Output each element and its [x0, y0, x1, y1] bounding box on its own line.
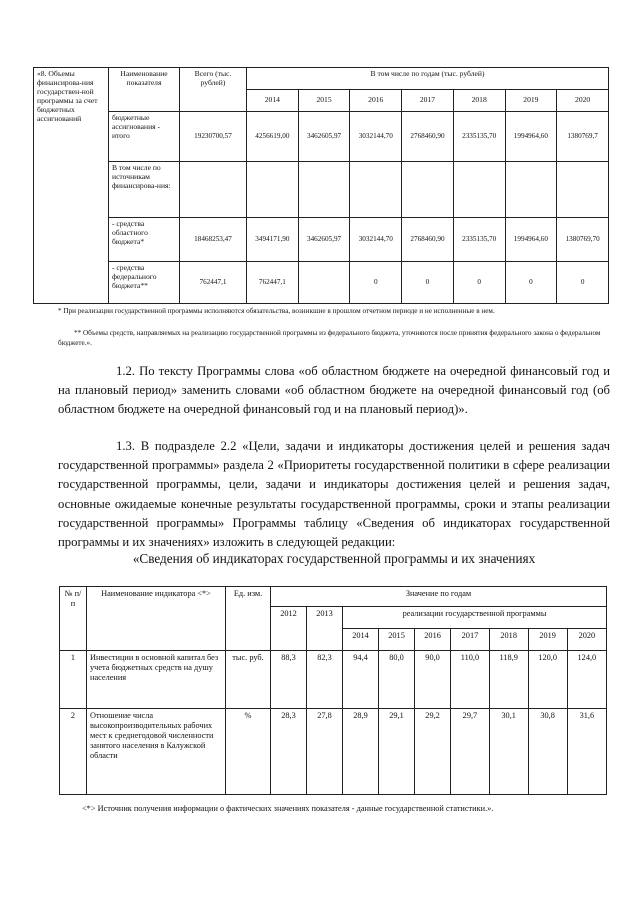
row-name: Инвестиции в основной капитал без учета бюджетных средств на душу населения — [87, 651, 226, 709]
year-header: 2017 — [451, 629, 490, 651]
year-header: 2019 — [505, 90, 557, 112]
financing-row-title: «8. Объемы финансирова-ния государствен-ной программы за счет бюджетных ассигнований — [34, 68, 109, 304]
cell-value: 30,8 — [528, 709, 567, 795]
year-header: 2017 — [402, 90, 454, 112]
row-label: В том числе по источникам финансирова-ния: — [109, 162, 180, 218]
cell-value: 3462605,97 — [298, 112, 350, 162]
cell-value: 2335135,70 — [453, 112, 505, 162]
col-indicator-header: Наименование показателя — [109, 68, 180, 112]
row-total: 18468253,47 — [180, 218, 247, 262]
table-row — [60, 651, 607, 709]
row-unit: % — [226, 709, 271, 795]
year-header: 2014 — [343, 629, 379, 651]
year-header: 2015 — [379, 629, 415, 651]
year-header: 2015 — [298, 90, 350, 112]
year-header: 2014 — [247, 90, 299, 112]
indicators-table-title: «Сведения об индикаторах государственной программы и их значениях — [132, 551, 536, 566]
cell-value: 90,0 — [415, 651, 451, 709]
cell-value: 1994964,60 — [505, 112, 557, 162]
cell-value: 0 — [453, 262, 505, 304]
cell-value: 0 — [402, 262, 454, 304]
row-unit: тыс. руб. — [226, 651, 271, 709]
col-years-header: В том числе по годам (тыс. рублей) — [247, 68, 609, 90]
table-row — [34, 218, 609, 262]
cell-value: 80,0 — [379, 651, 415, 709]
financing-footnote-2: ** Объемы средств, направляемых на реализацию государственной программы из федерального бюджета, уточняются после принятия федерального закона о федеральном бюджете.». — [58, 329, 601, 348]
cell-value: 4256619,00 — [247, 112, 299, 162]
year-header: 2016 — [350, 90, 402, 112]
financing-table — [33, 67, 609, 304]
cell-value: 120,0 — [528, 651, 567, 709]
cell-value: 29,1 — [379, 709, 415, 795]
row-label: бюджетные ассигнования - итого — [109, 112, 180, 162]
table-row — [34, 162, 609, 218]
cell-value: 28,3 — [271, 709, 307, 795]
financing-footnote-1: * При реализации государственной программы исполняются обязательства, возникшие в прошлом отчетном периоде и не исполненные в нем. — [58, 307, 495, 315]
cell-value: 30,1 — [489, 709, 528, 795]
col-unit-header: Ед. изм. — [226, 587, 271, 651]
row-name: Отношение числа высокопроизводительных рабочих мест к среднегодовой численности занятого населения в Калужской области — [87, 709, 226, 795]
cell-value: 27,8 — [307, 709, 343, 795]
row-total: 762447,1 — [180, 262, 247, 304]
cell-value: 3462605,97 — [298, 218, 350, 262]
paragraph-1-2: 1.2. По тексту Программы слова «об областном бюджете на очередной финансовый год и на плановый период» заменить словами «об областном бюджете на очередной финансовый год (об областном бюджете на очередной финансовый год и на плановый период)». — [58, 364, 610, 417]
cell-value: 3494171,90 — [247, 218, 299, 262]
col-realization-header: реализации государственной программы — [343, 607, 607, 629]
cell-value: 0 — [505, 262, 557, 304]
cell-value: 0 — [557, 262, 609, 304]
paragraph-1-3: 1.3. В подразделе 2.2 «Цели, задачи и индикаторы достижения целей и решения задач государственной программы» раздела 2 «Приоритеты государственной политики в сфере реализации государственной программы, цели, задачи и индикаторы достижения целей и решения задач, основные ожидаемые конечные результаты государственной программы, сроки и этапы реализации государственной программы» Программы таблицу «Сведения об индикаторах государственной программы и их значениях» изложить в следующей редакции: — [58, 439, 610, 550]
cell-value: 110,0 — [451, 651, 490, 709]
row-label: - средства областного бюджета* — [109, 218, 180, 262]
table-row — [34, 262, 609, 304]
cell-value: 2335135,70 — [453, 218, 505, 262]
row-num: 2 — [60, 709, 87, 795]
year-header: 2018 — [489, 629, 528, 651]
year-header: 2018 — [453, 90, 505, 112]
cell-value: 3032144,70 — [350, 218, 402, 262]
cell-value: 1994964,60 — [505, 218, 557, 262]
row-label: - средства федерального бюджета** — [109, 262, 180, 304]
cell-value: 28,9 — [343, 709, 379, 795]
cell-value: 94,4 — [343, 651, 379, 709]
row-num: 1 — [60, 651, 87, 709]
table-row — [34, 112, 609, 162]
year-header: 2012 — [271, 607, 307, 651]
year-header: 2020 — [567, 629, 606, 651]
cell-value: 31,6 — [567, 709, 606, 795]
cell-value: 118,9 — [489, 651, 528, 709]
year-header: 2013 — [307, 607, 343, 651]
cell-value: 3032144,70 — [350, 112, 402, 162]
cell-value: 1380769,70 — [557, 218, 609, 262]
cell-value: 29,7 — [451, 709, 490, 795]
cell-value: 124,0 — [567, 651, 606, 709]
indicators-footnote: <*> Источник получения информации о фактических значениях показателя - данные государственной статистики.». — [82, 804, 494, 813]
year-header: 2020 — [557, 90, 609, 112]
cell-value: 29,2 — [415, 709, 451, 795]
col-name-header: Наименование индикатора <*> — [87, 587, 226, 651]
cell-value — [298, 262, 350, 304]
table-row — [60, 709, 607, 795]
cell-value: 82,3 — [307, 651, 343, 709]
row-total: 19230700,57 — [180, 112, 247, 162]
col-total-header: Всего (тыс. рублей) — [180, 68, 247, 112]
col-num-header: № п/п — [60, 587, 87, 651]
cell-value: 88,3 — [271, 651, 307, 709]
cell-value: 0 — [350, 262, 402, 304]
cell-value: 2768460,90 — [402, 112, 454, 162]
year-header: 2016 — [415, 629, 451, 651]
cell-value: 2768460,90 — [402, 218, 454, 262]
indicators-table — [59, 586, 607, 795]
col-values-header: Значение по годам — [271, 587, 607, 607]
cell-value: 1380769,7 — [557, 112, 609, 162]
cell-value: 762447,1 — [247, 262, 299, 304]
year-header: 2019 — [528, 629, 567, 651]
